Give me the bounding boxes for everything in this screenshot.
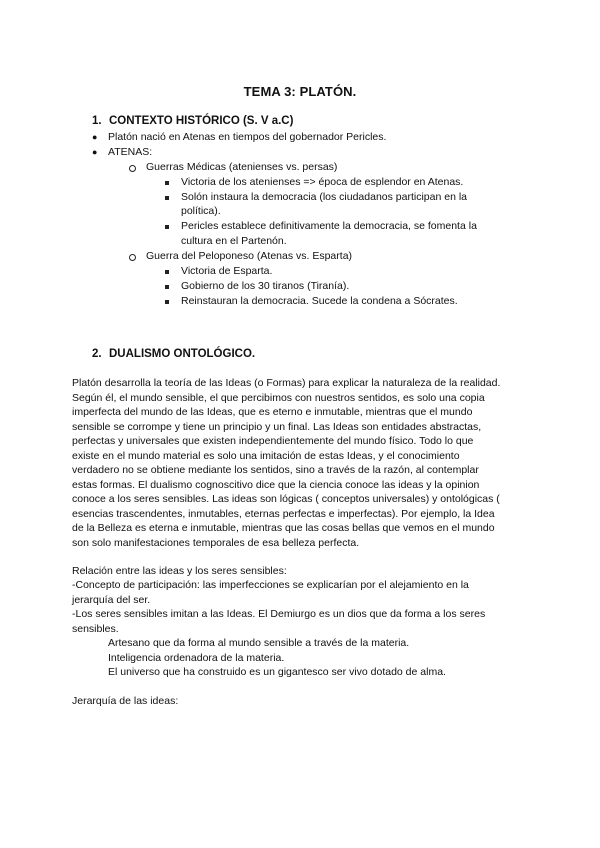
list-item: política). [181, 205, 221, 217]
paragraph-line: imperfecta del mundo de las Ideas, que es eterno e inmutable, mientras que el mundo [72, 406, 473, 418]
indented-line: Inteligencia ordenadora de la materia. [108, 652, 285, 664]
paragraph-line: jerarquía del ser. [72, 594, 151, 606]
paragraph-line: de la Belleza es eterna e inmutable, mientras que las cosas bellas que vemos en el mundo [72, 522, 495, 534]
paragraph-line: -Los seres sensibles imitan a las Ideas. El Demiurgo es un dios que da forma a los seres [72, 608, 486, 620]
list-item: Victoria de los atenienses => época de esplendor en Atenas. [181, 176, 464, 188]
bullet-dot-icon: ● [92, 132, 98, 142]
list-item: cultura en el Partenón. [181, 235, 287, 247]
list-item: Guerras Médicas (atenienses vs. persas) [146, 161, 338, 173]
paragraph-line: Relación entre las ideas y los seres sensibles: [72, 565, 287, 577]
bullet-square-icon [165, 181, 169, 185]
list-item: Victoria de Esparta. [181, 265, 273, 277]
paragraph-line: -Concepto de participación: las imperfecciones se explicarían por el alejamiento en la [72, 579, 469, 591]
section-1-heading [92, 115, 293, 127]
section-2-title: DUALISMO ONTOLÓGICO. [109, 348, 256, 360]
paragraph-line: conoce a los seres sensibles. Las ideas son lógicas ( conceptos universales) y ontológicas ( [72, 493, 500, 505]
list-item: Reinstauran la democracia. Sucede la condena a Sócrates. [181, 295, 458, 307]
list-item: Solón instaura la democracia (los ciudadanos participan en la [181, 191, 468, 203]
bullet-square-icon [165, 285, 169, 289]
paragraph-line: Según él, el mundo sensible, el que percibimos con nuestros sentidos, es solo una copia [72, 392, 485, 404]
bullet-circle-icon [129, 254, 136, 261]
indented-line: El universo que ha construido es un gigantesco ser vivo dotado de alma. [108, 666, 446, 678]
section-2-heading [92, 348, 255, 360]
list-item: ATENAS: [108, 146, 153, 158]
section-1-number: 1. [92, 115, 102, 127]
page-title: TEMA 3: PLATÓN. [243, 84, 357, 99]
indented-line: Artesano que da forma al mundo sensible a través de la materia. [108, 637, 410, 649]
list-item: Pericles establece definitivamente la democracia, se fomenta la [181, 220, 477, 232]
paragraph-line: verdadero no se obtiene mediante los sentidos, sino a través de la razón, al contemplar [72, 464, 479, 476]
paragraph-line: sensible se corrompe y tiene un principio y un final. Las Ideas son entidades abstractas, [72, 421, 482, 433]
bullet-square-icon [165, 196, 169, 200]
paragraph-line: existe en el mundo material es solo una imitación de estas Ideas, y el conocimiento [72, 450, 460, 462]
list-item: Gobierno de los 30 tiranos (Tiranía). [181, 280, 350, 292]
paragraph-line: son solo manifestaciones temporales de esa belleza perfecta. [72, 537, 360, 549]
bullet-square-icon [165, 225, 169, 229]
paragraph-line: estas formas. El dualismo cognoscitivo dice que la ciencia conoce las ideas y la opinion [72, 479, 480, 491]
list-item: Platón nació en Atenas en tiempos del gobernador Pericles. [108, 131, 387, 143]
section-2-number: 2. [92, 348, 102, 360]
bullet-dot-icon: ● [92, 147, 98, 157]
bullet-square-icon [165, 270, 169, 274]
list-item: Guerra del Peloponeso (Atenas vs. Esparta) [146, 250, 353, 262]
bullet-square-icon [165, 300, 169, 304]
paragraph-line: sensibles. [72, 623, 119, 635]
paragraph-line: esencias trascendentes, inmutables, eternas perfectas e imperfectas). Por ejemplo, la Idea [72, 508, 495, 520]
bullet-circle-icon [129, 165, 136, 172]
paragraph-line: Platón desarrolla la teoría de las Ideas (o Formas) para explicar la naturaleza de la realidad. [72, 377, 501, 389]
paragraph-line: Jerarquía de las ideas: [72, 695, 179, 707]
paragraph-line: perfectas y universales que existen independientemente del mundo físico. Todo lo que [72, 435, 474, 447]
section-1-title: CONTEXTO HISTÓRICO (S. V a.C) [109, 115, 294, 127]
